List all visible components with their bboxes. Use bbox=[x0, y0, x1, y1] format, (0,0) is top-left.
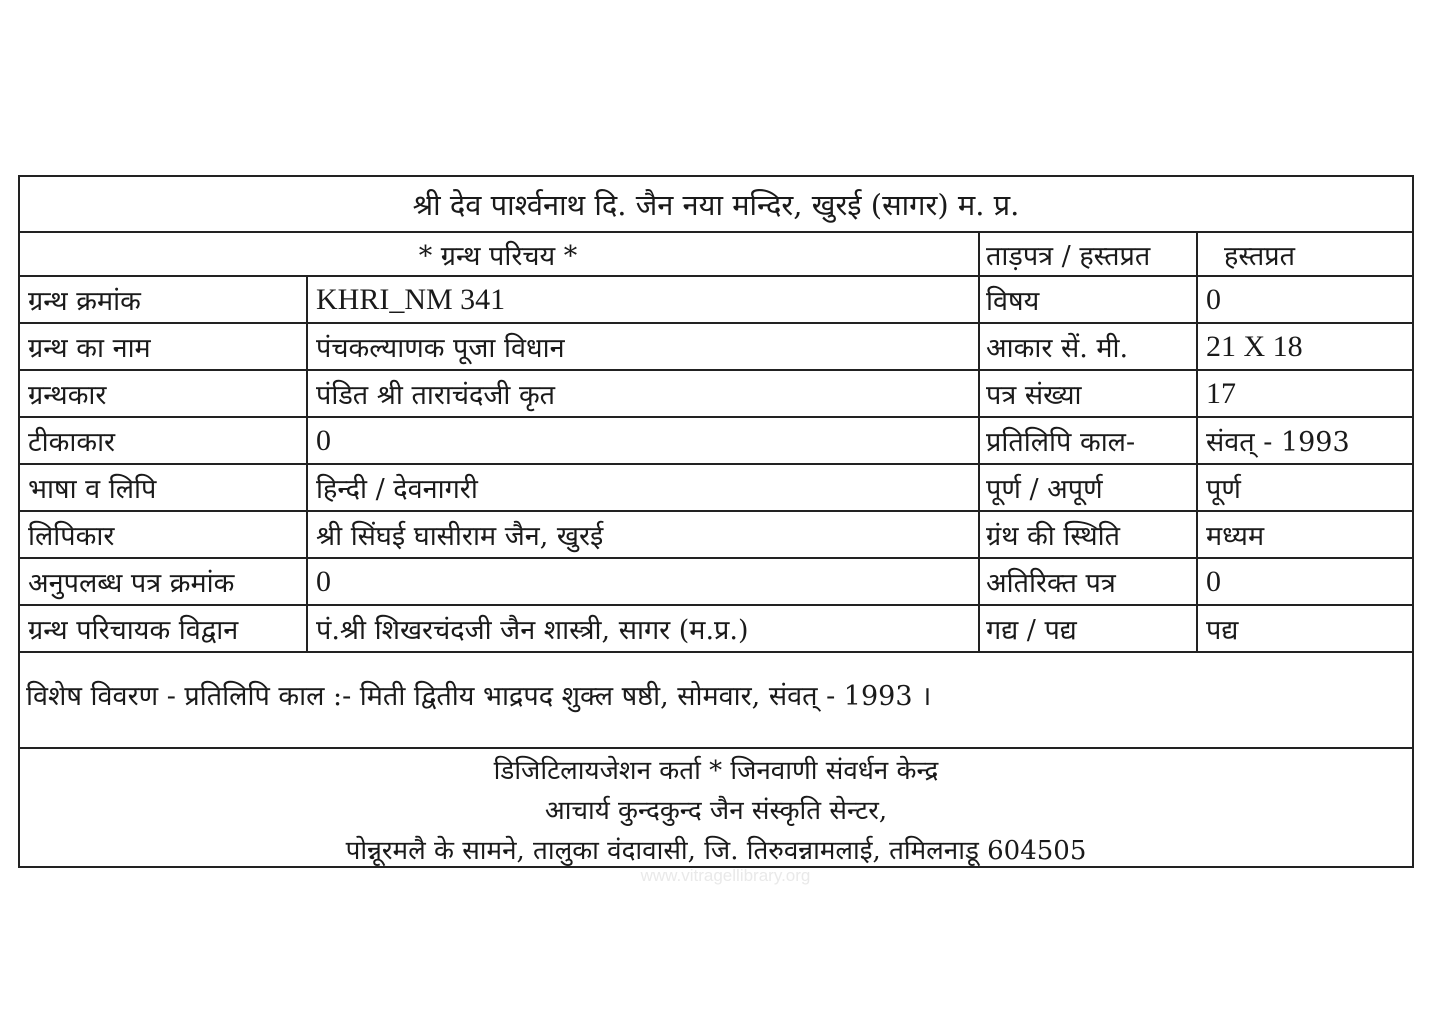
field-label-2: पूर्ण / अपूर्ण bbox=[986, 474, 1103, 505]
field-label: लिपिकार bbox=[28, 521, 115, 552]
field-label-2: ग्रंथ की स्थिति bbox=[986, 521, 1120, 552]
section-heading: * ग्रन्थ परिचय * bbox=[418, 240, 578, 272]
field-label-2: प्रतिलिपि काल- bbox=[986, 427, 1136, 458]
website-watermark: www.vitragellibrary.org bbox=[640, 866, 811, 885]
column-divider bbox=[1196, 231, 1198, 651]
manuscript-info-card bbox=[18, 175, 1414, 868]
field-label: ग्रन्थ क्रमांक bbox=[28, 286, 141, 317]
field-value: 0 bbox=[316, 564, 331, 598]
field-label-2: गद्य / पद्य bbox=[986, 615, 1077, 646]
divider bbox=[20, 747, 1412, 749]
field-value: श्री सिंघई घासीराम जैन, खुरई bbox=[316, 521, 604, 552]
field-value-2: पद्य bbox=[1206, 615, 1239, 646]
field-value: 0 bbox=[316, 423, 331, 457]
center-name: आचार्य कुन्दकुन्द जैन संस्कृति सेन्टर, bbox=[544, 796, 888, 826]
field-label: भाषा व लिपि bbox=[28, 474, 157, 505]
field-value: पंडित श्री ताराचंदजी कृत bbox=[316, 380, 556, 411]
field-label-2: विषय bbox=[986, 286, 1040, 317]
field-value: KHRI_NM 341 bbox=[316, 282, 506, 316]
field-value-2: पूर्ण bbox=[1206, 474, 1241, 505]
remarks-text: विशेष विवरण - प्रतिलिपि काल :- मिती द्वितीय भाद्रपद शुक्ल षष्ठी, सोमवार, संवत् - 1993 । bbox=[26, 680, 932, 712]
field-label-2: आकार सें. मी. bbox=[986, 333, 1129, 364]
temple-title: श्री देव पार्श्वनाथ दि. जैन नया मन्दिर, खुरई (सागर) म. प्र. bbox=[412, 187, 1020, 222]
field-label: अनुपलब्ध पत्र क्रमांक bbox=[28, 568, 235, 599]
field-label: ग्रन्थ परिचायक विद्वान bbox=[28, 615, 239, 646]
field-label-2: अतिरिक्त पत्र bbox=[986, 568, 1116, 599]
field-value: पंचकल्याणक पूजा विधान bbox=[316, 333, 565, 364]
field-value-2: 17 bbox=[1206, 376, 1236, 410]
center-address: पोन्नूरमलै के सामने, तालुका वंदावासी, जि. तिरुवन्नामलाई, तमिलनाडू 604505 bbox=[345, 836, 1087, 866]
field-value-2: संवत् - 1993 bbox=[1206, 427, 1350, 458]
field-label: टीकाकार bbox=[28, 427, 116, 458]
field-value-2: 0 bbox=[1206, 564, 1221, 598]
field-value: पं.श्री शिखरचंदजी जैन शास्त्री, सागर (म.प्र.) bbox=[316, 615, 749, 646]
field-value-2: 0 bbox=[1206, 282, 1221, 316]
manuscript-type-label: ताड़पत्र / हस्तप्रत bbox=[986, 240, 1151, 272]
manuscript-type-value: हस्तप्रत bbox=[1224, 240, 1295, 272]
field-value-2: मध्यम bbox=[1206, 521, 1265, 552]
field-label-2: पत्र संख्या bbox=[986, 380, 1082, 411]
field-label: ग्रन्थकार bbox=[28, 380, 107, 411]
field-label: ग्रन्थ का नाम bbox=[28, 333, 151, 364]
divider bbox=[20, 651, 1412, 653]
field-value: हिन्दी / देवनागरी bbox=[316, 474, 478, 505]
column-divider bbox=[978, 231, 980, 651]
digitization-credit: डिजिटिलायजेशन कर्ता * जिनवाणी संवर्धन केन्द्र bbox=[493, 756, 939, 786]
column-divider bbox=[306, 275, 308, 651]
field-value-2: 21 X 18 bbox=[1206, 329, 1303, 363]
